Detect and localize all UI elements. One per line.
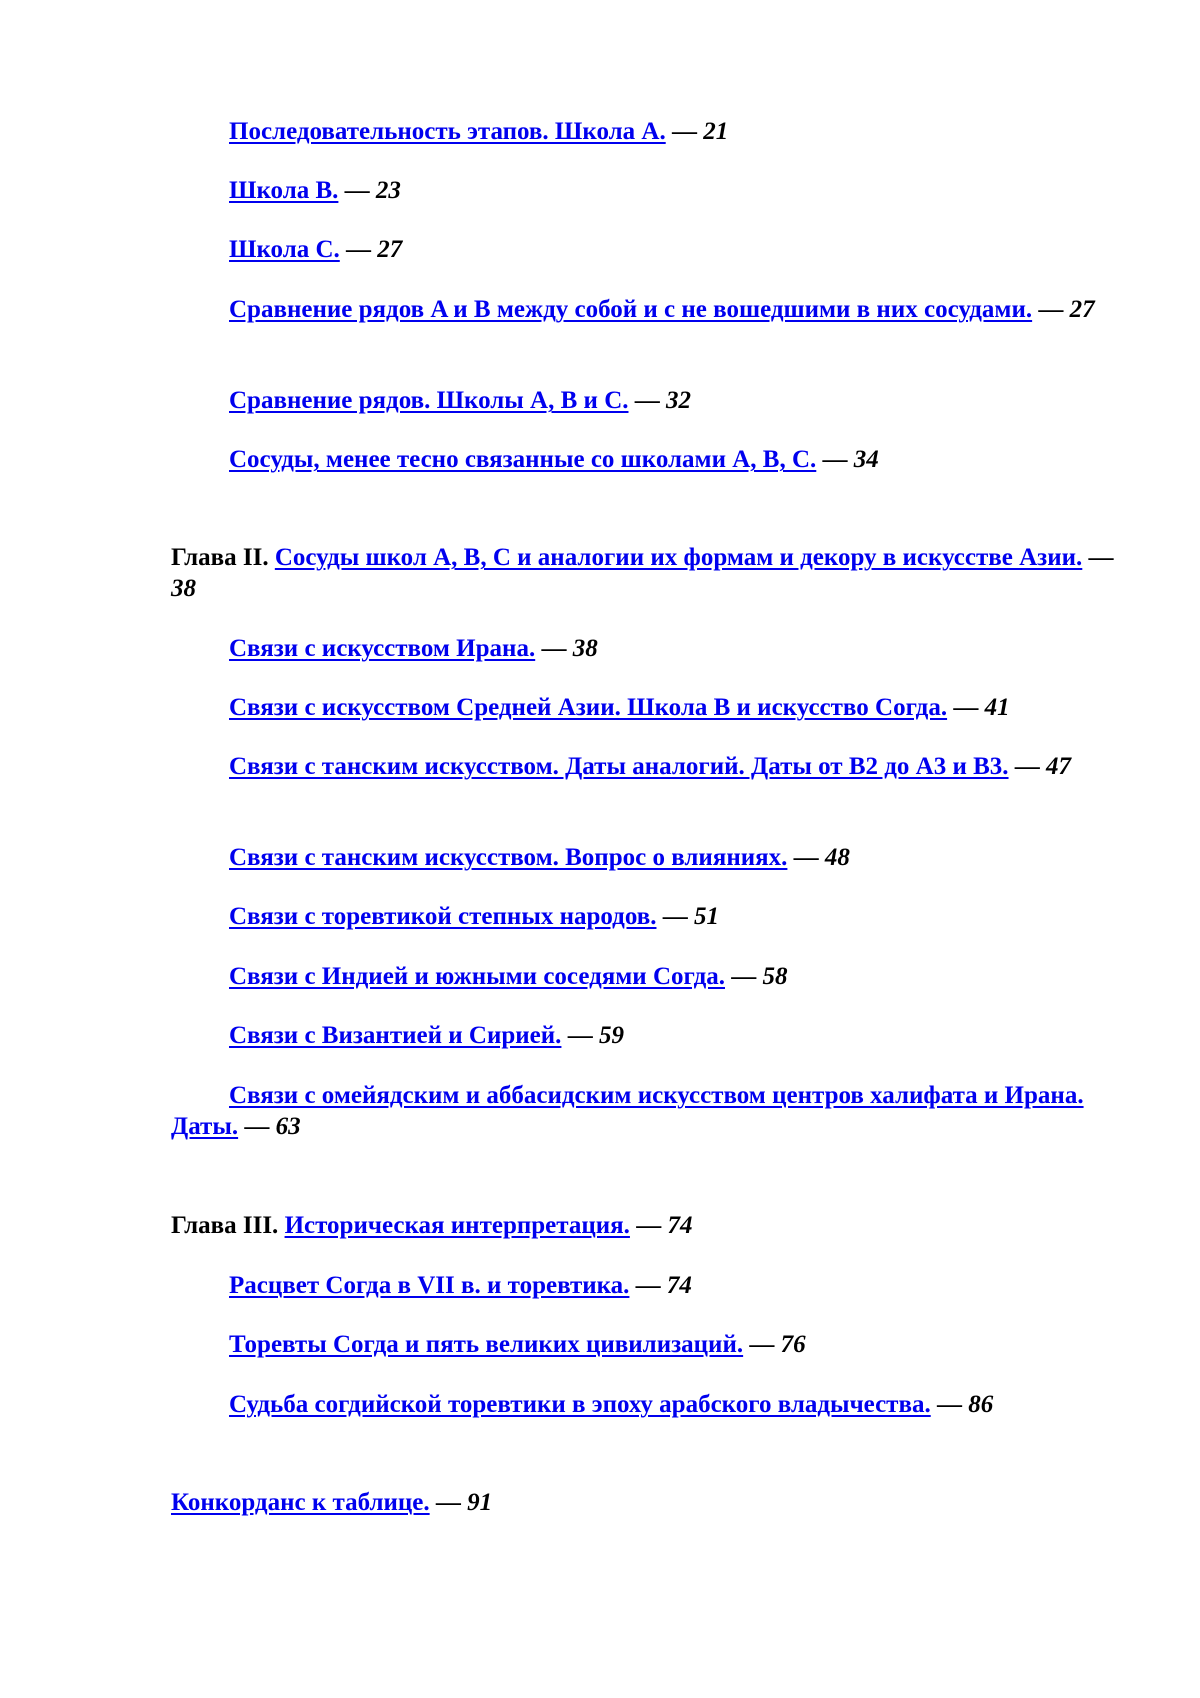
toc-entry [171, 1020, 1131, 1051]
toc-entry [171, 633, 1131, 664]
toc-link[interactable]: Сосуды, менее тесно связанные со школами A, B, C. [229, 446, 817, 473]
toc-page-number: 51 [693, 903, 719, 930]
toc-link[interactable]: Конкорданс к таблице. [171, 1489, 430, 1516]
toc-entry [171, 1389, 1131, 1420]
toc-link[interactable]: Историческая интерпретация. [284, 1212, 630, 1239]
toc-dash: — [541, 635, 567, 662]
toc-link[interactable]: Сосуды школ A, B, C и аналогии их формам и декору в искусстве Азии. [274, 544, 1083, 571]
toc-entry [171, 901, 1131, 932]
toc-page-number: 41 [984, 694, 1010, 721]
toc-dash: — [936, 1391, 962, 1418]
toc-link[interactable]: Связи с танским искусством. Вопрос о влияниях. [229, 844, 788, 871]
toc-entry [171, 1329, 1131, 1360]
toc-dash: — [636, 1212, 662, 1239]
toc-entry [171, 1270, 1131, 1301]
toc-entry [171, 692, 1131, 723]
chapter-prefix: Глава III. [171, 1212, 279, 1239]
toc-entry [171, 116, 1131, 147]
toc-link[interactable]: Сравнение рядов. Школы A, B и C. [229, 387, 629, 414]
toc-page-number: 47 [1046, 753, 1072, 780]
toc-dash: — [731, 963, 757, 990]
toc-chapter-entry [171, 1210, 1131, 1241]
toc-link[interactable]: Школа B. [229, 177, 339, 204]
toc-entry [171, 751, 1131, 782]
toc-page-number: 59 [598, 1022, 624, 1049]
toc-link[interactable]: Связи с омейядским и аббасидским искусством центров халифата и Ирана. Даты. [171, 1082, 1084, 1140]
toc-link[interactable]: Сравнение рядов A и B между собой и с не вошедшими в них сосудами. [229, 296, 1033, 323]
toc-dash: — [1038, 296, 1064, 323]
toc-entry [171, 1487, 1131, 1518]
toc-link[interactable]: Расцвет Согда в VII в. и торевтика. [229, 1272, 630, 1299]
toc-page-number: 32 [666, 387, 691, 414]
toc-page-number: 23 [375, 177, 401, 204]
toc-dash: — [635, 1272, 661, 1299]
toc-page-number: 74 [667, 1212, 693, 1239]
toc-link[interactable]: Школа C. [229, 236, 340, 263]
toc-page-number: 58 [762, 963, 788, 990]
toc-link[interactable]: Связи с Византией и Сирией. [229, 1022, 562, 1049]
toc-dash: — [1088, 544, 1114, 571]
toc-page-number: 27 [377, 236, 403, 263]
toc-entry [171, 444, 1131, 475]
toc-page-number: 91 [467, 1489, 493, 1516]
toc-dash: — [346, 236, 372, 263]
toc-page-number: 48 [824, 844, 850, 871]
toc-dash: — [244, 1113, 270, 1140]
toc-link[interactable]: Связи с танским искусством. Даты аналогий. Даты от B2 до A3 и B3. [229, 753, 1009, 780]
toc-dash: — [671, 118, 697, 145]
toc-chapter-entry [171, 542, 1131, 604]
toc-dash: — [435, 1489, 461, 1516]
toc-page-number: 38 [171, 575, 196, 602]
toc-dash: — [749, 1331, 775, 1358]
toc-page-number: 76 [780, 1331, 806, 1358]
toc-page-number: 74 [666, 1272, 692, 1299]
toc-entry [171, 234, 1131, 265]
toc-dash: — [1014, 753, 1040, 780]
chapter-prefix: Глава II. [171, 544, 269, 571]
toc-page-number: 38 [572, 635, 598, 662]
toc-link[interactable]: Судьба согдийской торевтики в эпоху арабского владычества. [229, 1391, 931, 1418]
toc-entry [171, 385, 1131, 416]
toc-entry [171, 961, 1131, 992]
toc-page-number: 63 [275, 1113, 301, 1140]
toc-entry [171, 175, 1131, 206]
toc-dash: — [953, 694, 979, 721]
toc-link[interactable]: Последовательность этапов. Школа А. [229, 118, 666, 145]
toc-dash: — [567, 1022, 593, 1049]
toc-dash: — [634, 387, 660, 414]
toc-entry [171, 294, 1131, 325]
toc-dash: — [662, 903, 688, 930]
toc-page-number: 21 [703, 118, 729, 145]
toc-entry [171, 1080, 1131, 1142]
toc-link[interactable]: Связи с искусством Средней Азии. Школа B и искусство Согда. [229, 694, 948, 721]
toc-link[interactable]: Связи с искусством Ирана. [229, 635, 536, 662]
toc-link[interactable]: Связи с Индией и южными соседями Согда. [229, 963, 725, 990]
toc-page-number: 34 [853, 446, 879, 473]
toc-dash: — [793, 844, 819, 871]
toc-dash: — [344, 177, 370, 204]
toc-dash: — [822, 446, 848, 473]
toc-page-number: 86 [968, 1391, 994, 1418]
toc-page-number: 27 [1069, 296, 1095, 323]
toc-link[interactable]: Торевты Согда и пять великих цивилизаций. [229, 1331, 744, 1358]
toc-entry [171, 842, 1131, 873]
toc-link[interactable]: Связи с торевтикой степных народов. [229, 903, 657, 930]
